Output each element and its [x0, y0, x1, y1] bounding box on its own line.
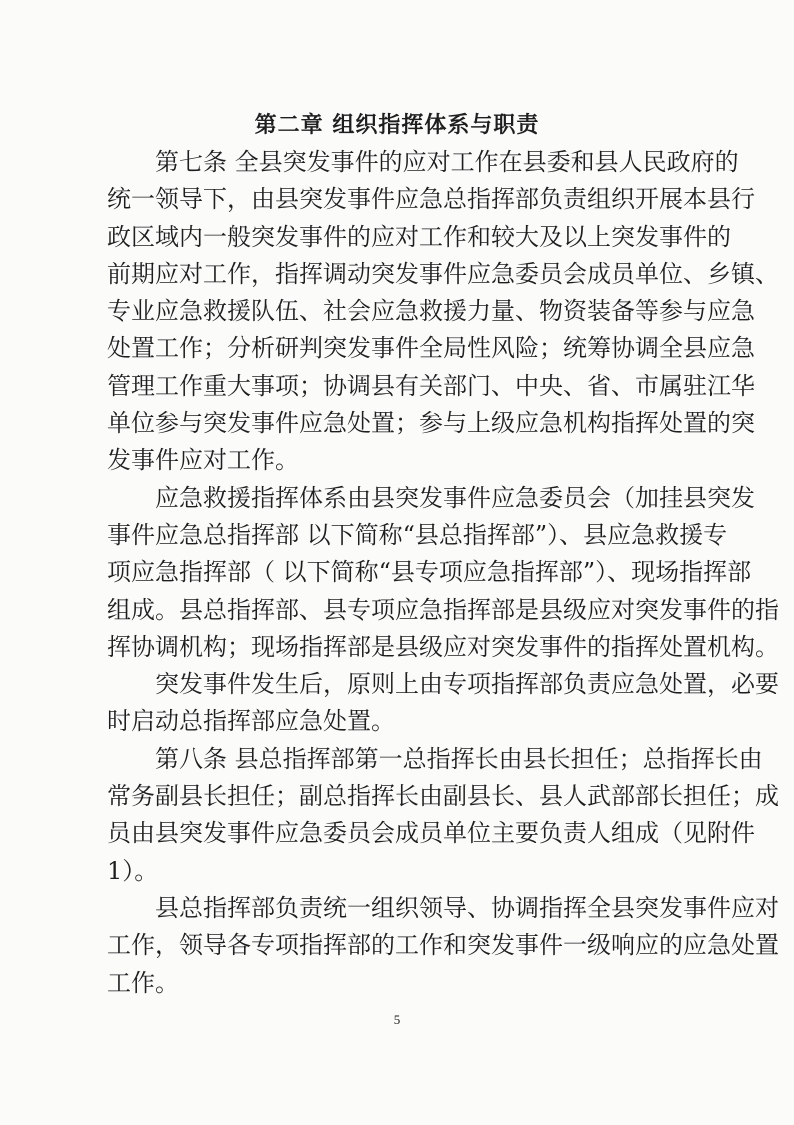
page-number: 5 — [393, 1012, 401, 1027]
text-line: 专业应急救援队伍、社会应急救援力量、物资装备等参与应急 — [107, 297, 755, 326]
paragraph — [107, 480, 779, 666]
text-line: 项应急指挥部（ 以下简称“县专项应急指挥部”）、现场指挥部 — [107, 558, 752, 587]
text-line: 事件应急总指挥部 以下简称“县总指挥部”）、县应急救援专 — [107, 520, 728, 549]
text-line: 发事件应对工作。 — [107, 446, 299, 475]
text-line: 第八条 县总指挥部第一总指挥长由县长担任；总指挥长由 — [155, 744, 763, 773]
paragraph — [107, 890, 779, 1002]
text-line: 突发事件发生后，原则上由专项指挥部负责应急处置，必要 — [155, 670, 779, 699]
text-line: 常务副县长担任；副总指挥长由副县长、县人武部部长担任；成 — [107, 782, 779, 811]
text-line: 时启动总指挥部应急处置。 — [107, 707, 395, 736]
text-line: 第七条 全县突发事件的应对工作在县委和县人民政府的 — [155, 148, 739, 176]
text-line: 处置工作；分析研判突发事件全局性风险；统筹协调全县应急 — [107, 334, 755, 363]
text-line: 管理工作重大事项；协调县有关部门、中央、省、市属驻江华 — [107, 371, 755, 400]
text-line: 前期应对工作，指挥调动突发事件应急委员会成员单位、乡镇、 — [107, 259, 779, 288]
text-line: 政区域内一般突发事件的应对工作和较大及以上突发事件的 — [107, 222, 731, 251]
text-line: 统一领导下，由县突发事件应急总指挥部负责组织开展本县行 — [107, 185, 755, 214]
paragraph — [107, 144, 779, 480]
text-line: 县总指挥部负责统一组织领导、协调指挥全县突发事件应对 — [155, 893, 779, 922]
text-line: 组成。县总指挥部、县专项应急指挥部是县级应对突发事件的指 — [107, 595, 779, 624]
chapter-title: 第二章 组织指挥体系与职责 — [254, 113, 540, 138]
text-line: 应急救援指挥体系由县突发事件应急委员会（加挂县突发 — [155, 483, 755, 512]
text-line: 单位参与突发事件应急处置；参与上级应急机构指挥处置的突 — [107, 409, 755, 438]
document-body — [107, 144, 779, 1002]
text-line: 工作，领导各专项指挥部的工作和突发事件一级响应的应急处置 — [107, 931, 779, 960]
text-line: 挥协调机构；现场指挥部是县级应对突发事件的指挥处置机构。 — [107, 632, 779, 661]
text-line: 员由县突发事件应急委员会成员单位主要负责人组成（见附件 — [107, 819, 755, 848]
paragraph — [107, 741, 779, 890]
paragraph — [107, 666, 779, 741]
text-line: 工作。 — [107, 968, 179, 997]
text-line: 1）。 — [107, 856, 159, 885]
